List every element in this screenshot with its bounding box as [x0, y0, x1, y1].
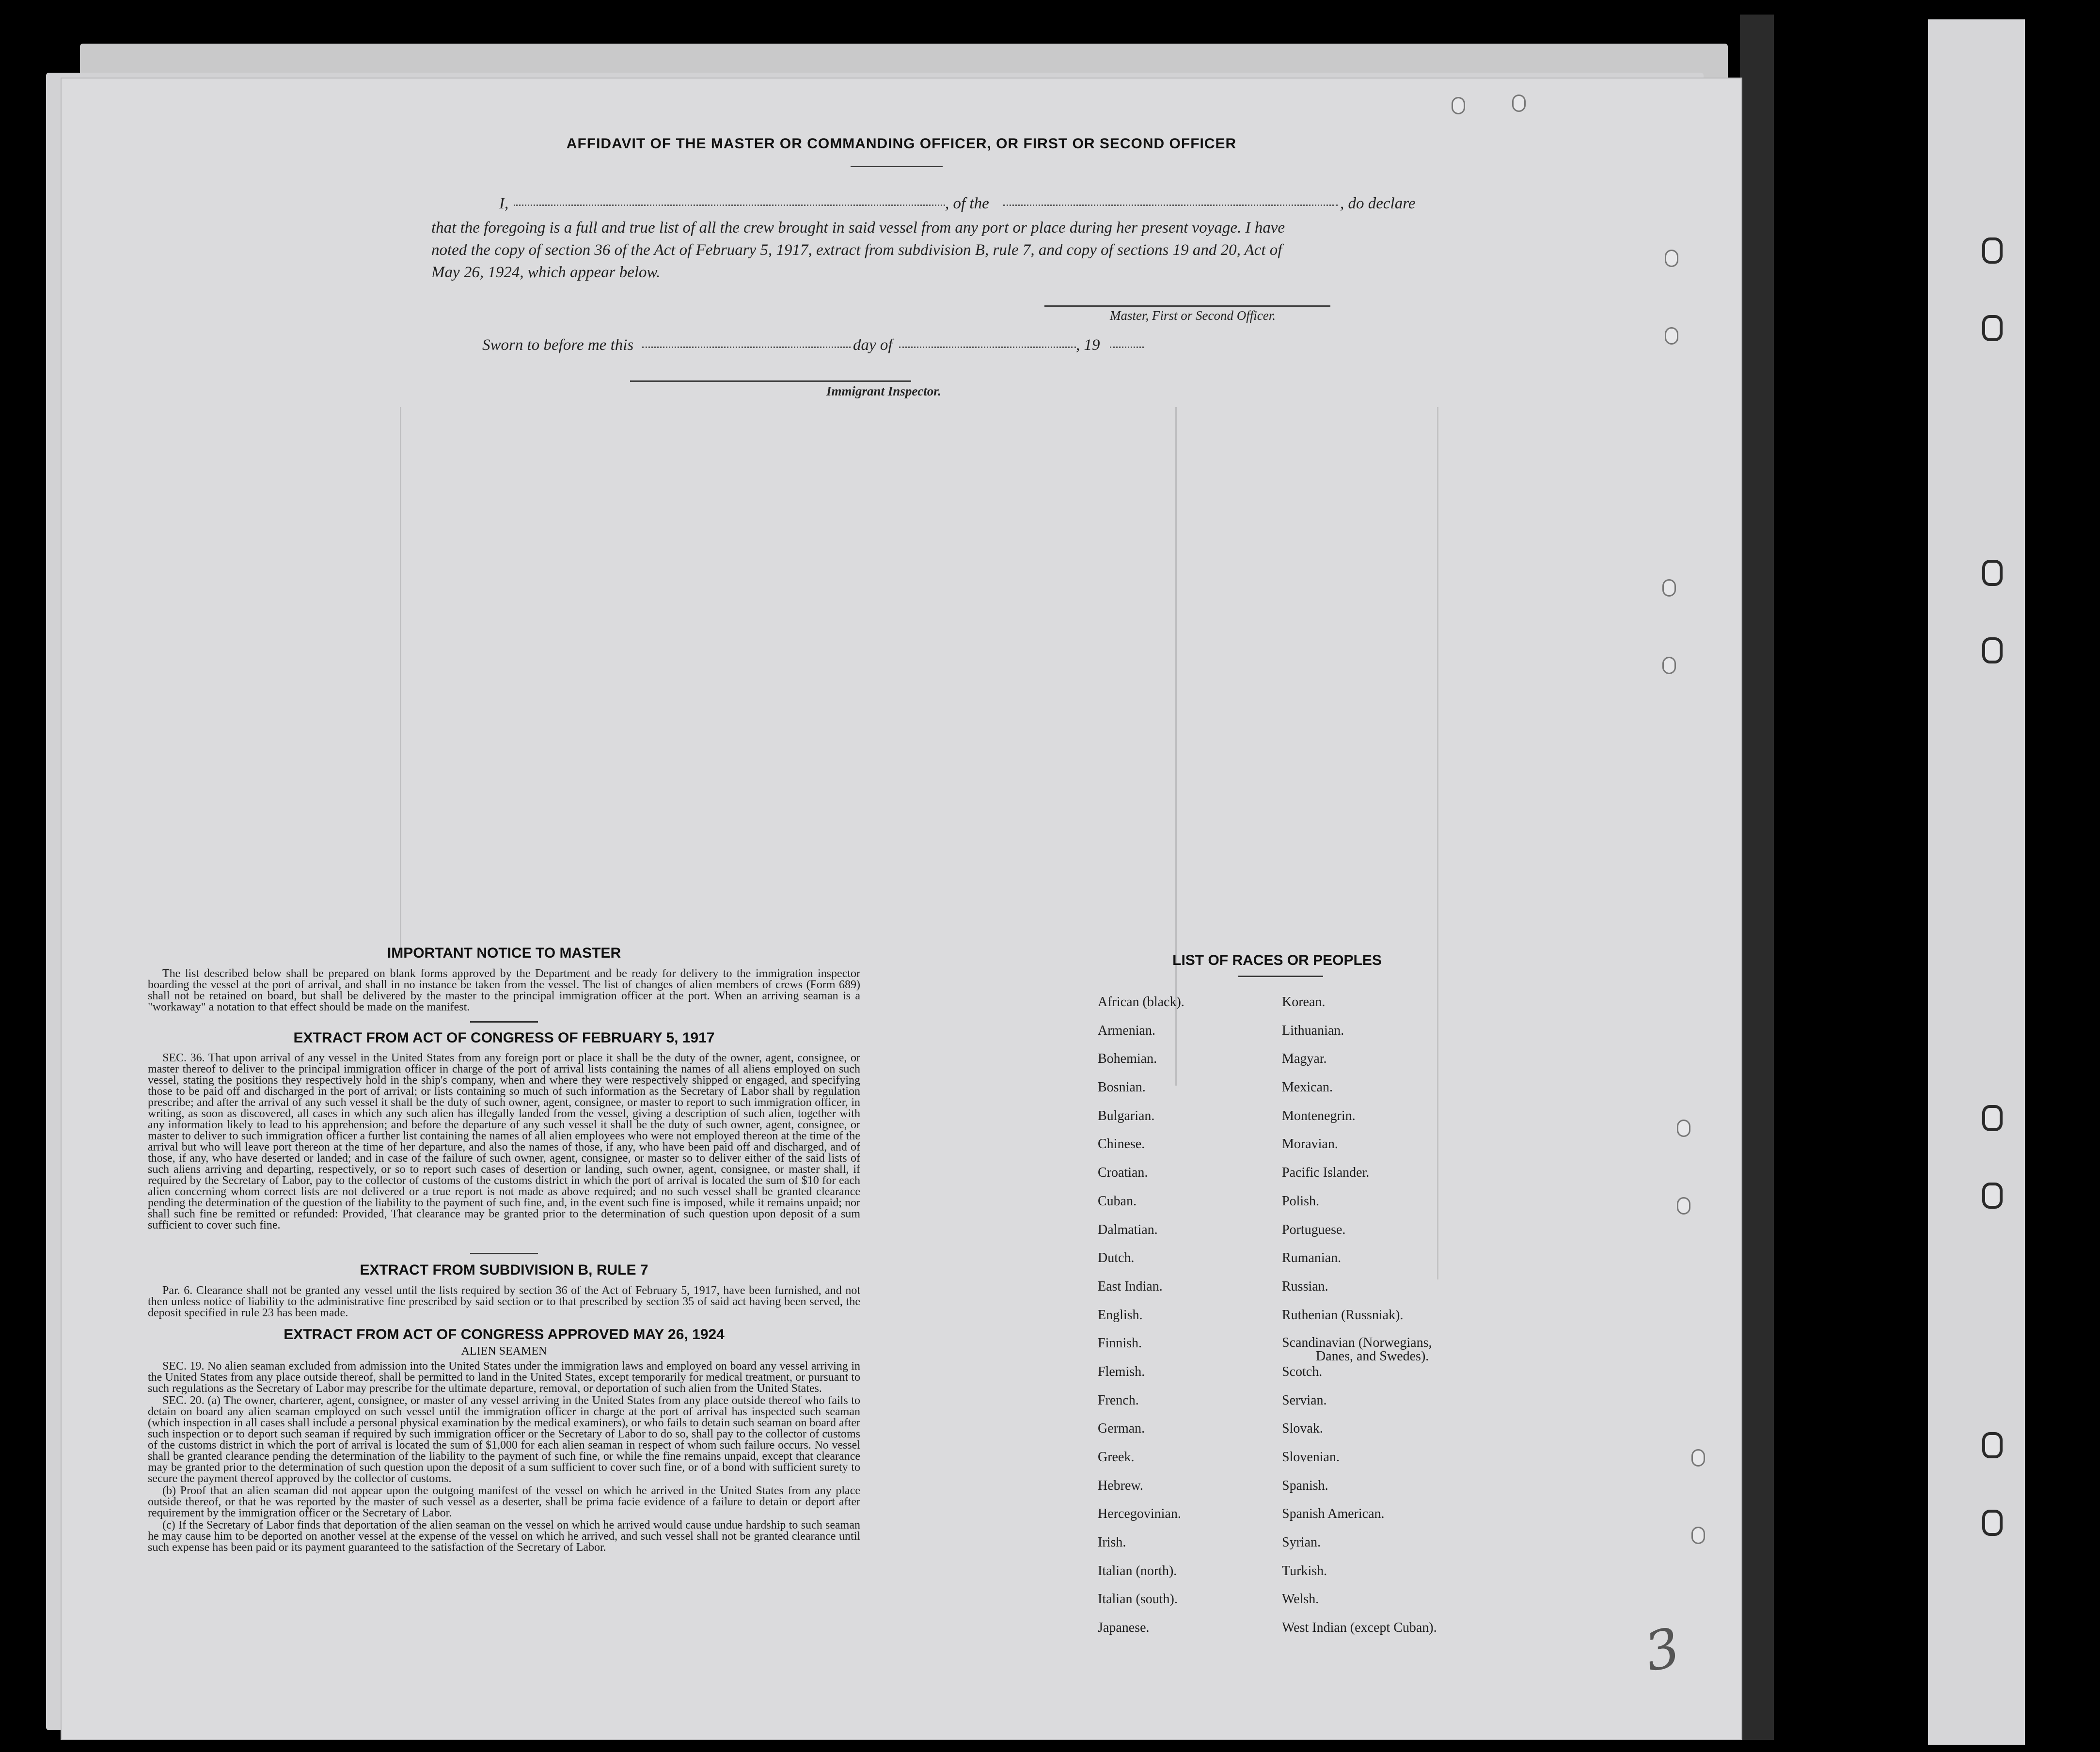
race-item: Chinese. — [1098, 1136, 1145, 1152]
extract-1924-body — [148, 1361, 860, 1554]
race-item: Scotch. — [1282, 1364, 1323, 1379]
affidavit-title: AFFIDAVIT OF THE MASTER OR COMMANDING OFFICER, OR FIRST OR SECOND OFFICER — [566, 136, 1237, 152]
race-item: Italian (north). — [1098, 1563, 1177, 1578]
divider — [1238, 976, 1323, 977]
par6-paragraph: Par. 6. Clearance shall not be granted any vessel until the lists required by section 36 of the Act of February 5, 1917, have been furnished, and not then unless notice of liability to the administrative fine prescribed by said section or to that prescribed by section 35 of said act having been served, the deposit specified in rule 23 has been made. — [148, 1284, 860, 1319]
day-blank — [642, 347, 851, 348]
alien-seamen-subtitle: ALIEN SEAMEN — [461, 1345, 547, 1357]
race-item — [1282, 1336, 1437, 1365]
punch-hole — [1452, 97, 1465, 114]
affidavit-line1-end: , do declare — [1340, 195, 1416, 212]
race-item: Irish. — [1098, 1535, 1126, 1550]
column-mark — [1175, 407, 1177, 1086]
race-item: Croatian. — [1098, 1165, 1148, 1181]
race-item: French. — [1098, 1392, 1139, 1408]
races-title: LIST OF RACES OR PEOPLES — [1172, 952, 1382, 968]
sec20a-paragraph: SEC. 20. (a) The owner, charterer, agent, consignee, or master of any vessel arriving in the United States from any place outside thereof who fails to detain on board any alien seaman employed on such vessel until the immigration officer in charge at the port of arrival has inspected such seaman (which inspection in all cases shall include a personal physical examination by the medical examiners), or who fails to detain such seaman on board after such inspection or to deport such seaman if required by such immigration officer or the Secretary of Labor to do so, shall pay to the collector of customs of the customs district in which the port of arrival is located the sum of $1,000 for each alien seaman in respect of whom such failure occurs. No vessel shall be granted clearance pending the determination of the liability to the payment of such fine, or while the fine remains unpaid, except that clearance may be granted prior to the determination of such question upon the deposit of a sum sufficient to cover such fine, or of a bond with sufficient surety to secure the payment thereof approved by the collector of customs. — [148, 1394, 860, 1485]
punch-hole — [1512, 95, 1526, 112]
affidavit-line4: May 26, 1924, which appear below. — [431, 264, 661, 281]
sec20b-paragraph: (b) Proof that an alien seaman did not appear upon the outgoing manifest of the vessel on which he arrived in the United States from any place outside thereof, or that he was reported by the master of such vessel as a deserter, shall be prima facie evidence of a failure to detain or deport after requirement by the immigration officer or the Secretary of Labor. — [148, 1484, 860, 1519]
race-item: Italian (south). — [1098, 1592, 1178, 1607]
race-item: Flemish. — [1098, 1364, 1145, 1379]
punch-hole — [1662, 579, 1676, 597]
rule7-body — [148, 1285, 860, 1320]
race-item: Servian. — [1282, 1392, 1327, 1408]
month-blank — [899, 347, 1076, 348]
race-item: African (black). — [1098, 994, 1184, 1010]
race-item: West Indian (except Cuban). — [1282, 1620, 1437, 1636]
race-item: Magyar. — [1282, 1051, 1327, 1067]
year-blank — [1110, 347, 1144, 348]
binder-hole — [1982, 560, 2003, 586]
binder-hole — [1982, 237, 2003, 264]
punch-hole — [1665, 327, 1678, 345]
punch-hole — [1677, 1197, 1690, 1215]
race-item: Rumanian. — [1282, 1250, 1342, 1266]
race-item: Bohemian. — [1098, 1051, 1157, 1067]
rule7-title: EXTRACT FROM SUBDIVISION B, RULE 7 — [360, 1262, 648, 1278]
race-item: Lithuanian. — [1282, 1023, 1344, 1038]
notice-title: IMPORTANT NOTICE TO MASTER — [387, 945, 621, 961]
binder-hole — [1982, 1105, 2003, 1131]
race-item: Slovak. — [1282, 1421, 1323, 1436]
extract-1917-title: EXTRACT FROM ACT OF CONGRESS OF FEBRUARY 5, 1917 — [293, 1030, 715, 1046]
section-36-paragraph: SEC. 36. That upon arrival of any vessel in the United States from any foreign port or place it shall be the duty of the owner, agent, consignee, or master thereof to deliver to the principal immigration officer in charge of the port of arrival lists containing the names of all aliens employed on such vessel, stating the positions they respectively hold in the ship's company, when and where they were respectively shipped or engaged, and specifying those to be paid off and discharged in the port of arrival; or lists containing so much of such information as the Secretary of Labor shall by regulation prescribe; and after the arrival of any such vessel it shall be the duty of such owner, agent, consignee, or master to report to such immigration officer, in writing, as soon as discovered, all cases in which any such alien has illegally landed from the vessel, giving a description of such alien, together with any information likely to lead to his apprehension; and before the departure of any such vessel it shall be the duty of such owner, agent, consignee, or master to deliver to such immigration officer a further list containing the names of all alien employees who were not employed thereon at the time of the arrival but who will leave port thereon at the time of her departure, and also the names of those, if any, who have been paid off and discharged, and of those, if any, who have deserted or landed; and in case of the failure of such owner, agent, consignee, or master so to deliver either of the said lists of such aliens arriving and departing, respectively, or so to report such cases of desertion or landing, such owner, agent, consignee, or master shall, if required by the Secretary of Labor, pay to the collector of customs of the customs district in which the port of arrival is located the sum of $10 for each alien concerning whom correct lists are not delivered or a true report is not made as above required; and no such vessel shall be granted clearance pending the determination of the question of the liability to the payment of such fine, and, in the event such fine is imposed, while it remains unpaid; nor shall such fine be remitted or refunded: Provided, That clearance may be granted prior to the determination of such question upon deposit of a sum sufficient to cover such fine. — [148, 1052, 860, 1231]
race-item: Japanese. — [1098, 1620, 1150, 1636]
affidavit-line1-start: I, — [499, 195, 509, 212]
race-item: Greek. — [1098, 1450, 1135, 1465]
race-item: Slovenian. — [1282, 1450, 1340, 1465]
binder-hole — [1982, 1510, 2003, 1536]
punch-hole — [1691, 1449, 1705, 1467]
race-item: English. — [1098, 1307, 1143, 1323]
punch-hole — [1691, 1527, 1705, 1544]
sec20c-paragraph: (c) If the Secretary of Labor finds that deportation of the alien seaman on the vessel on which he arrived would cause undue hardship to such seaman he may cause him to be deported on another vessel at the expense of the vessel on which he arrived, and such vessel shall not be granted clearance until such expense has been paid or its payment guaranteed to the satisfaction of the Secretary of Labor. — [148, 1519, 860, 1554]
handwritten-page-number: 3 — [1639, 1616, 1686, 1684]
race-item: Hebrew. — [1098, 1478, 1143, 1493]
extract-1917-body — [148, 1053, 860, 1232]
binder-hole — [1982, 315, 2003, 341]
binding-strip — [1740, 15, 1774, 1740]
affidavit-line1-mid: , of the — [945, 195, 989, 212]
divider — [470, 1253, 538, 1254]
race-item: Bosnian. — [1098, 1080, 1146, 1095]
divider — [470, 1021, 538, 1023]
extract-1924-title: EXTRACT FROM ACT OF CONGRESS APPROVED MAY 26, 1924 — [284, 1326, 725, 1342]
vessel-blank — [1003, 205, 1338, 206]
punch-hole — [1662, 657, 1676, 674]
affidavit-line2: that the foregoing is a full and true list of all the crew brought in said vessel from any port or place during her present voyage. I have — [431, 219, 1285, 237]
master-signature-label: Master, First or Second Officer. — [1110, 308, 1276, 323]
binder-hole — [1982, 1432, 2003, 1458]
column-mark — [1437, 407, 1438, 1279]
divider — [851, 166, 943, 167]
race-item: Spanish American. — [1282, 1506, 1385, 1522]
race-item-line2: Danes, and Swedes). — [1316, 1349, 1429, 1364]
race-item-line1: Scandinavian (Norwegians, — [1282, 1335, 1432, 1351]
race-item: Montenegrin. — [1282, 1108, 1356, 1123]
master-signature-line — [1044, 305, 1330, 307]
affidavit-line3: noted the copy of section 36 of the Act of February 5, 1917, extract from subdivision B, rule 7, and copy of sections 19 and 20, Act of — [431, 241, 1282, 259]
name-blank — [514, 205, 945, 206]
notice-paragraph: The list described below shall be prepared on blank forms approved by the Department and be ready for delivery to the immigration inspector boarding the vessel at the port of arrival, and shall in no instance be taken from the vessel. The list of changes of alien members of crews (Form 689) shall not be retained on board, but shall be delivered by the master to the principal immigration officer at the port. When an arriving seaman is a "workaway" a notation to that effect should be made on the manifest. — [148, 967, 860, 1013]
race-item: Moravian. — [1282, 1136, 1338, 1152]
race-item: Spanish. — [1282, 1478, 1328, 1493]
race-item: Pacific Islander. — [1282, 1165, 1370, 1181]
race-item: Ruthenian (Russniak). — [1282, 1307, 1404, 1323]
column-mark — [400, 407, 401, 950]
race-item: German. — [1098, 1421, 1145, 1436]
race-item: Syrian. — [1282, 1535, 1321, 1550]
race-item: Finnish. — [1098, 1336, 1142, 1351]
binder-hole — [1982, 637, 2003, 663]
adjacent-page-edge — [1928, 19, 2025, 1745]
race-item: Turkish. — [1282, 1563, 1327, 1578]
sworn-text: Sworn to before me this — [482, 336, 634, 354]
inspector-signature-line — [630, 380, 911, 382]
race-item: Mexican. — [1282, 1080, 1333, 1095]
binder-hole — [1982, 1183, 2003, 1209]
punch-hole — [1665, 250, 1678, 267]
inspector-signature-label: Immigrant Inspector. — [826, 384, 942, 398]
races-left-column — [1098, 995, 1184, 1649]
notice-body — [148, 968, 860, 1014]
races-right-column — [1282, 995, 1437, 1649]
sworn-dayof: day of — [853, 336, 893, 354]
race-item: East Indian. — [1098, 1278, 1163, 1294]
race-item: Polish. — [1282, 1193, 1320, 1209]
race-item: Hercegovinian. — [1098, 1506, 1181, 1522]
manifest-page — [61, 78, 1742, 1740]
race-item: Russian. — [1282, 1278, 1328, 1294]
sworn-year: , 19 — [1076, 336, 1100, 354]
race-item: Cuban. — [1098, 1193, 1137, 1209]
sec19-paragraph: SEC. 19. No alien seaman excluded from admission into the United States under the immigration laws and employed on board any vessel arriving in the United States from any place outside thereof, shall be permitted to land in the United States, except temporarily for medical treatment, or pursuant to such regulations as the Secretary of Labor may prescribe for the ultimate departure, removal, or deportation of such alien from the United States. — [148, 1360, 860, 1395]
punch-hole — [1677, 1120, 1690, 1137]
race-item: Bulgarian. — [1098, 1108, 1155, 1123]
race-item: Korean. — [1282, 994, 1326, 1010]
race-item: Dalmatian. — [1098, 1222, 1158, 1237]
race-item: Portuguese. — [1282, 1222, 1346, 1237]
race-item: Dutch. — [1098, 1250, 1135, 1266]
race-item: Welsh. — [1282, 1592, 1319, 1607]
race-item: Armenian. — [1098, 1023, 1155, 1038]
